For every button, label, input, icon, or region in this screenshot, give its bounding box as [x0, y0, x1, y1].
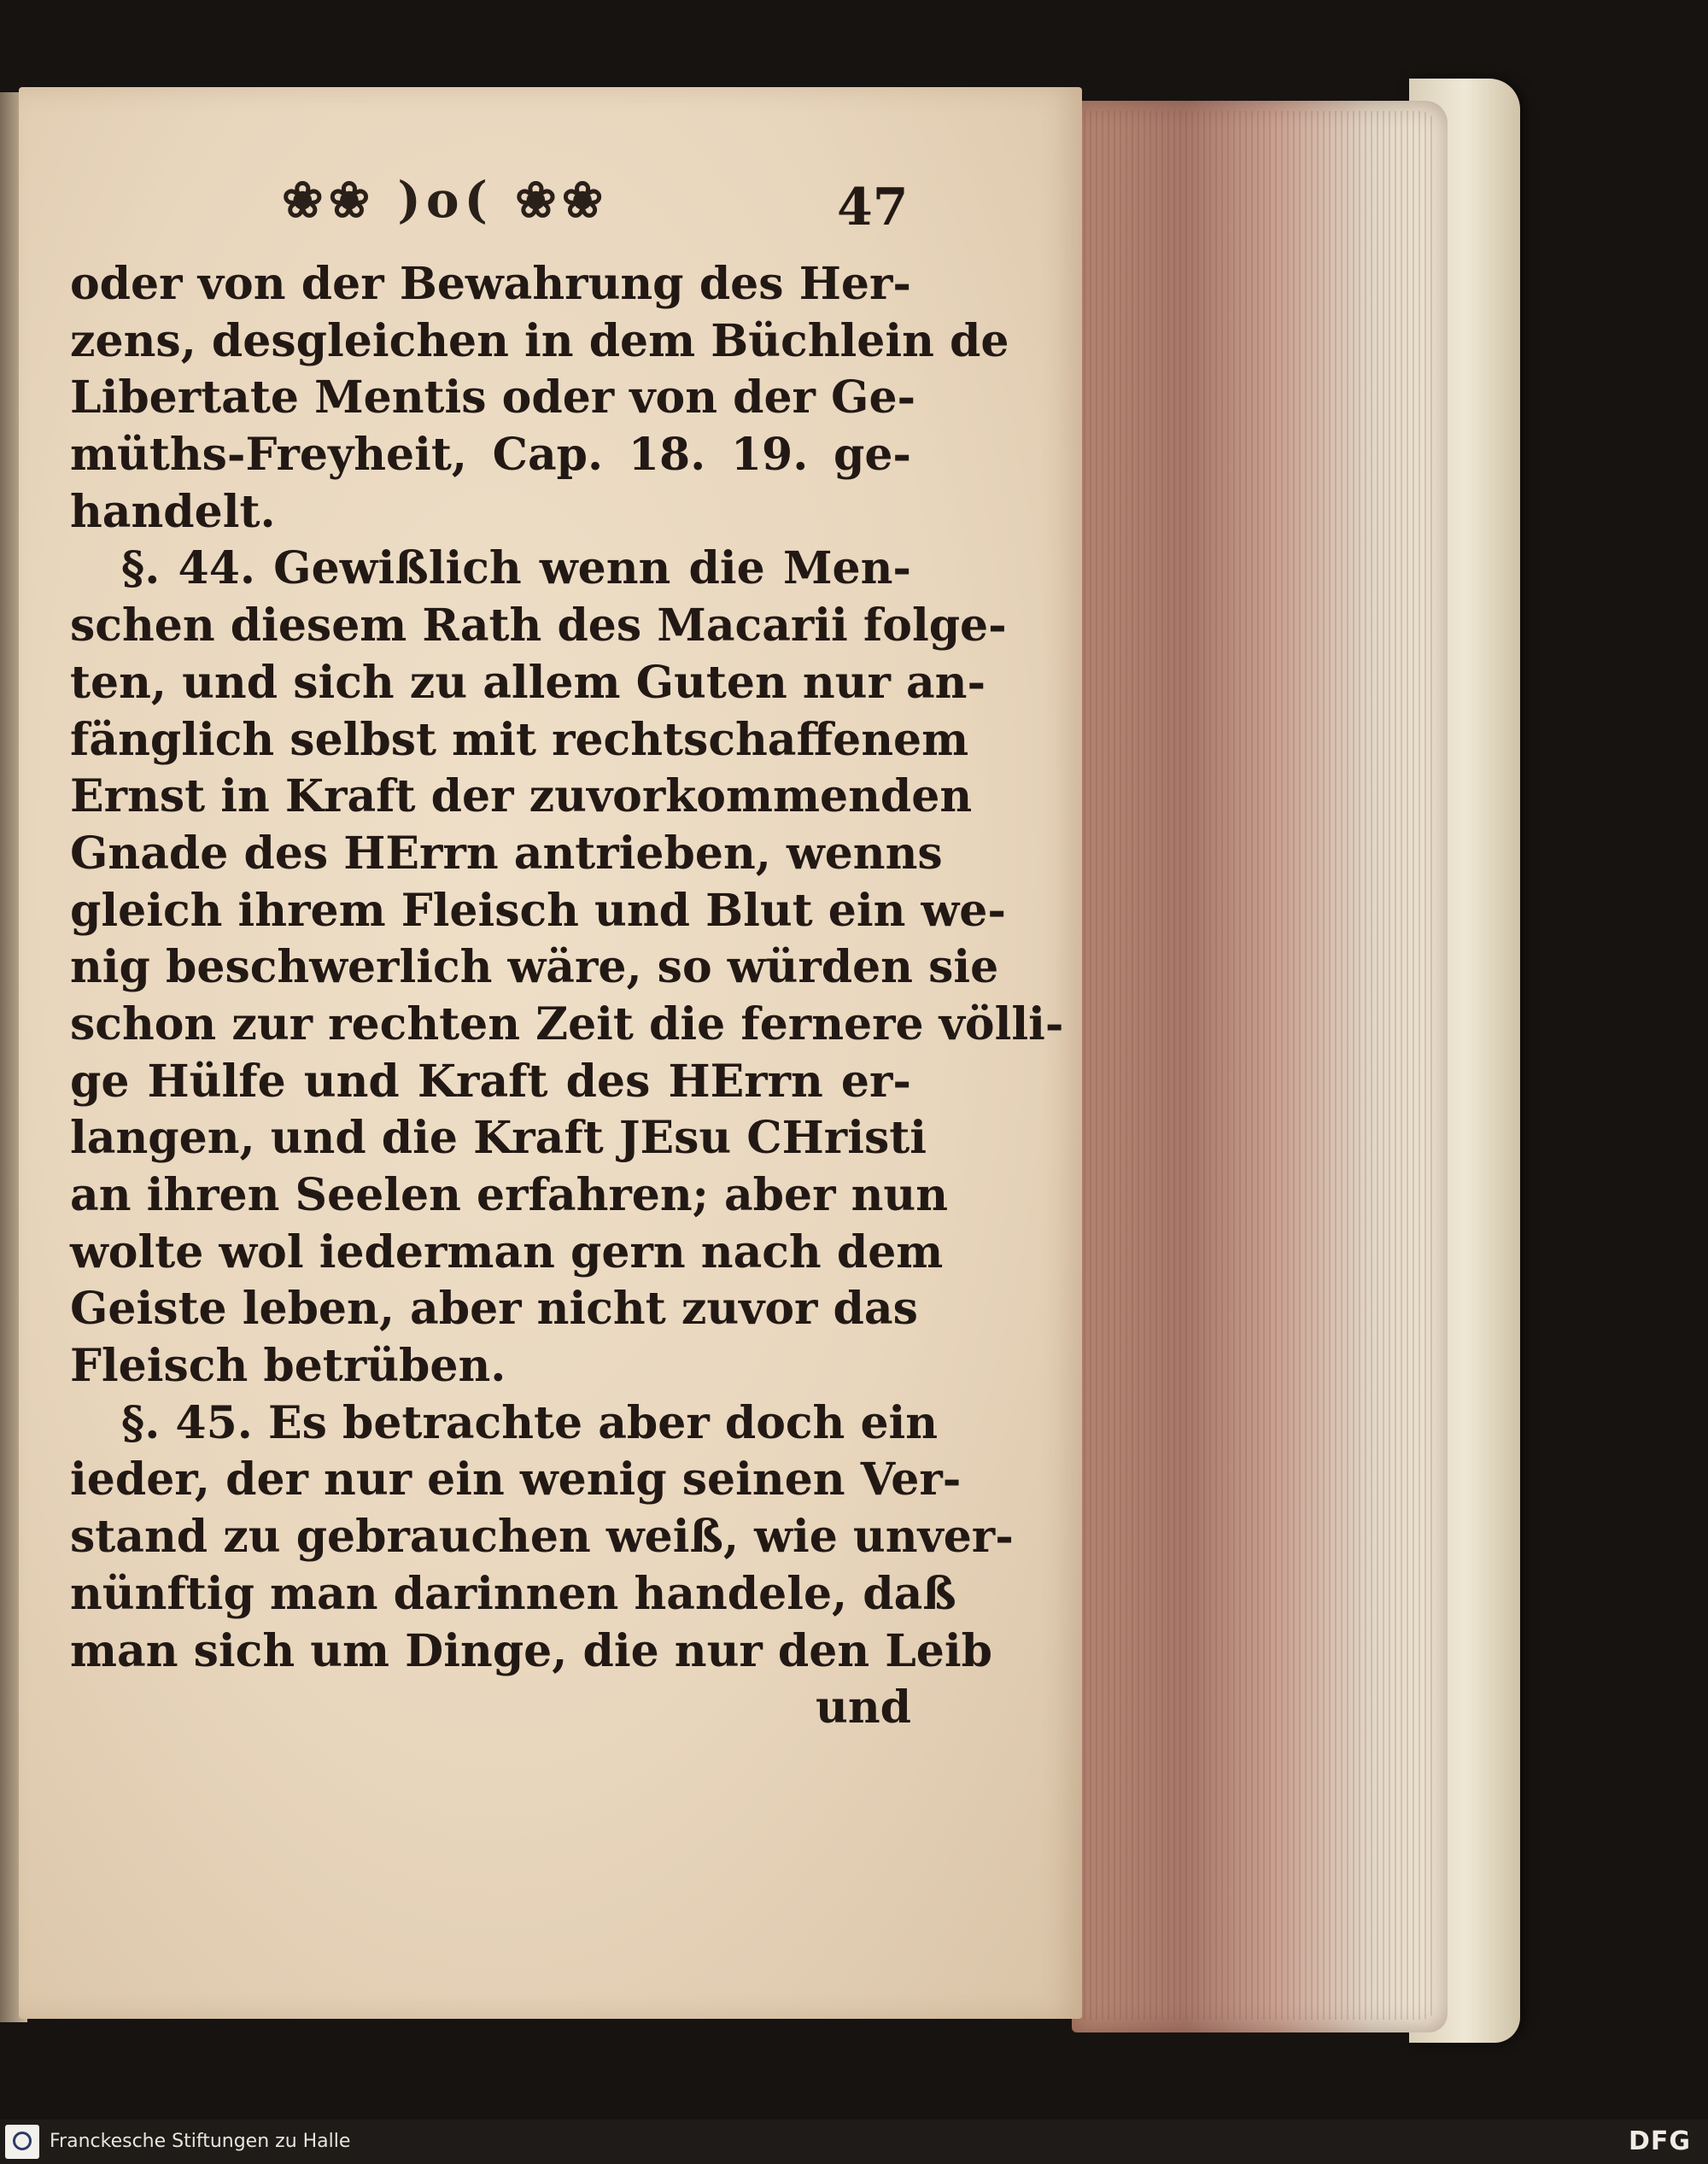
text-line: oder von der Bewahrung des Her-: [70, 258, 911, 310]
text-line: an ihren Seelen erfahren; aber nun: [70, 1169, 949, 1221]
text-line: nig beschwerlich wäre, so würden sie: [70, 941, 999, 994]
footer-bar: [0, 2120, 1708, 2164]
text-line: ten, und sich zu allem Guten nur an-: [70, 656, 986, 709]
text-line: wolte wol iederman gern nach dem: [70, 1225, 944, 1278]
text-line: schen diesem Rath des Macarii folge-: [70, 599, 1007, 652]
text-line: Libertate Mentis oder von der Ge-: [70, 371, 916, 424]
text-line: schon zur rechten Zeit die fernere völli-: [70, 997, 1064, 1050]
text-line: nünftig man darinnen handele, daß: [70, 1567, 956, 1620]
leaf-lines: [1078, 111, 1436, 2020]
running-head-ornament: ❀❀ )o( ❀❀: [282, 171, 609, 229]
text-line: zens, desgleichen in dem Büchlein de: [70, 314, 1009, 367]
text-line: Geiste leben, aber nicht zuvor das: [70, 1283, 918, 1336]
text-line: Fleisch betrüben.: [70, 1340, 506, 1393]
text-line: ge Hülfe und Kraft des HErrn er-: [70, 1055, 911, 1108]
catchword: und: [816, 1681, 911, 1734]
text-line: handelt.: [70, 485, 276, 538]
text-line: langen, und die Kraft JEsu CHristi: [70, 1112, 927, 1165]
page-number: 47: [837, 178, 909, 237]
text-line: man sich um Dinge, die nur den Leib: [70, 1624, 992, 1677]
text-line: müths-Freyheit, Cap. 18. 19. ge-: [70, 429, 911, 482]
text-line: Ernst in Kraft der zuvorkommenden: [70, 770, 973, 823]
text-line: fänglich selbst mit rechtschaffenem: [70, 713, 969, 766]
paragraph-44-start: §. 44. Gewißlich wenn die Men-: [121, 542, 911, 595]
paragraph-45-start: §. 45. Es betrachte aber doch ein: [121, 1396, 939, 1449]
body-text: [70, 256, 1064, 1737]
footer-institution: Franckesche Stiftungen zu Halle: [50, 2131, 351, 2152]
dfg-logo: DFG: [1628, 2126, 1691, 2156]
institution-logo-icon: [5, 2125, 39, 2159]
text-line: stand zu gebrauchen weiß, wie unver-: [70, 1511, 1014, 1564]
text-line: Gnade des HErrn antrieben, wenns: [70, 827, 943, 880]
text-line: gleich ihrem Fleisch und Blut ein we-: [70, 884, 1006, 937]
text-line: ieder, der nur ein wenig seinen Ver-: [70, 1453, 962, 1506]
